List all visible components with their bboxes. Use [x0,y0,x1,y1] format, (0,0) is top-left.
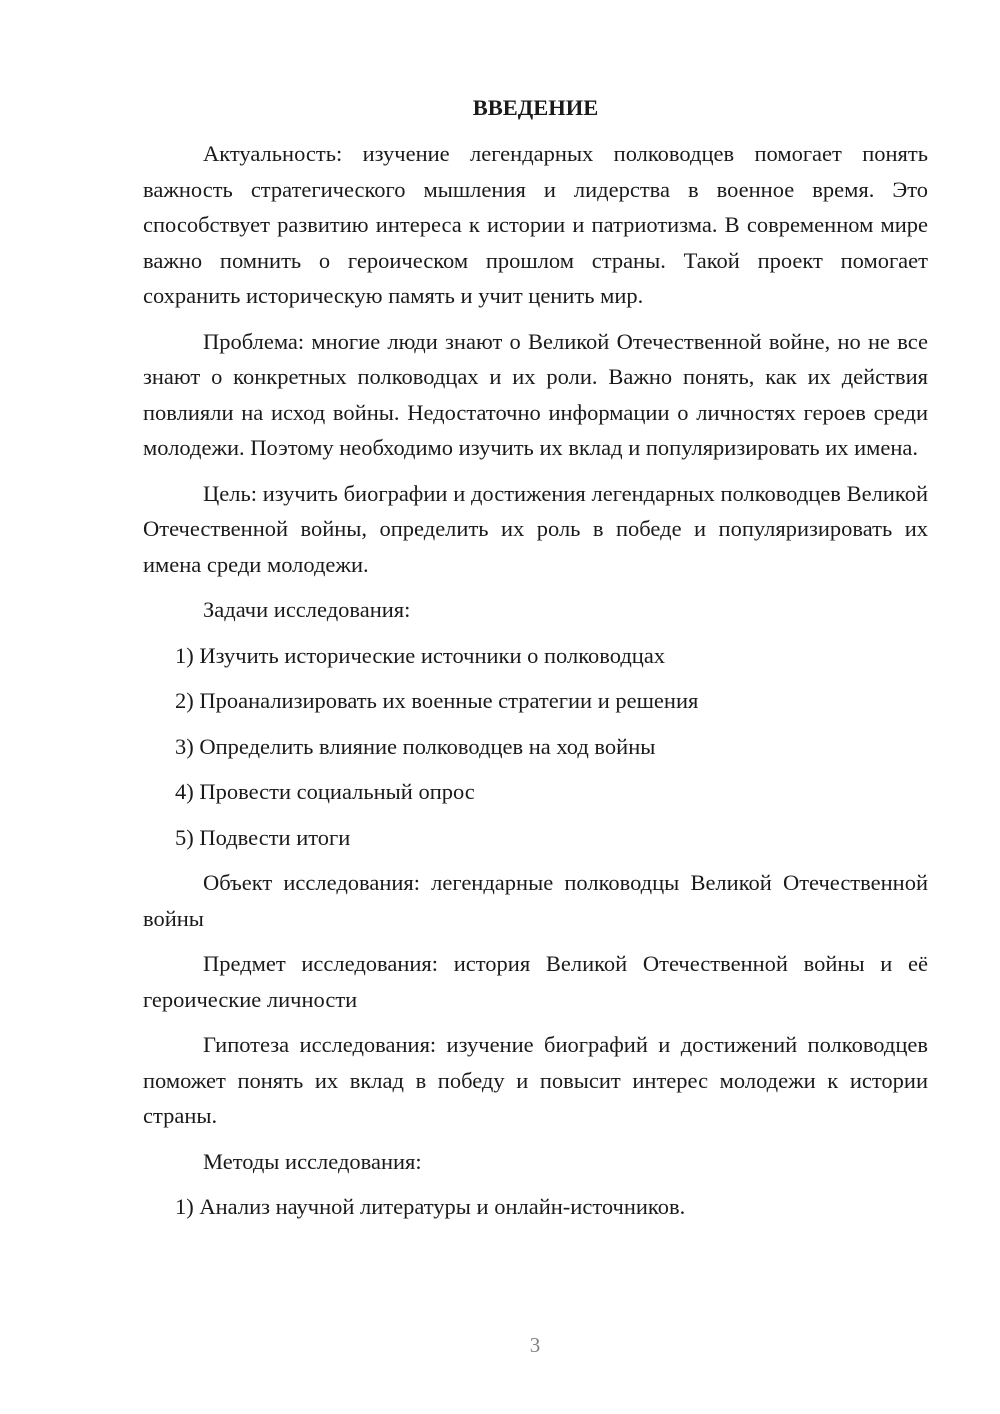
methods-heading: Методы исследования: [203,1148,422,1174]
list-item: 3) Определить влияние полководцев на ход войны [175,733,656,759]
page-content [143,90,928,1235]
list-item: 2) Проанализировать их военные стратегии и решения [175,688,699,713]
object-paragraph: Объект исследования: легендарные полководцы Великой Отечественной войны [143,870,928,931]
methods-list [143,1189,928,1225]
page-number: 3 [529,1333,541,1357]
problem-paragraph: Проблема: многие люди знают о Великой Отечественной войне, но не все знают о конкретных полководцах и их роли. Важно понять, как их действия повлияли на исход войны. Недостаточно информации о личностях героев среди молодежи. Поэтому необходимо изучить их вклад и популяризировать их имена. [143,328,928,460]
tasks-list [143,638,928,856]
tasks-heading: Задачи исследования: [203,597,411,622]
list-item: 4) Провести социальный опрос [175,779,475,804]
list-item: 1) Анализ научной литературы и онлайн-источников. [175,1194,686,1219]
section-title: ВВЕДЕНИЕ [472,95,599,120]
relevance-paragraph: Актуальность: изучение легендарных полководцев помогает понять важность стратегического мышления и лидерства в военное время. Это способствует развитию интереса к истории и патриотизма. В современном мире важно помнить о героическом прошлом страны. Такой проект помогает сохранить историческую память и учит ценить мир. [143,141,928,308]
list-item: 5) Подвести итоги [175,824,351,850]
subject-paragraph: Предмет исследования: история Великой Отечественной войны и её героические личности [143,951,928,1012]
goal-paragraph: Цель: изучить биографии и достижения легендарных полководцев Великой Отечественной войны, определить их роль в победе и популяризировать их имена среди молодежи. [143,480,928,577]
hypothesis-paragraph: Гипотеза исследования: изучение биографий и достижений полководцев поможет понять их вклад в победу и повысит интерес молодежи к истории страны. [143,1032,928,1128]
list-item: 1) Изучить исторические источники о полководцах [175,642,666,668]
